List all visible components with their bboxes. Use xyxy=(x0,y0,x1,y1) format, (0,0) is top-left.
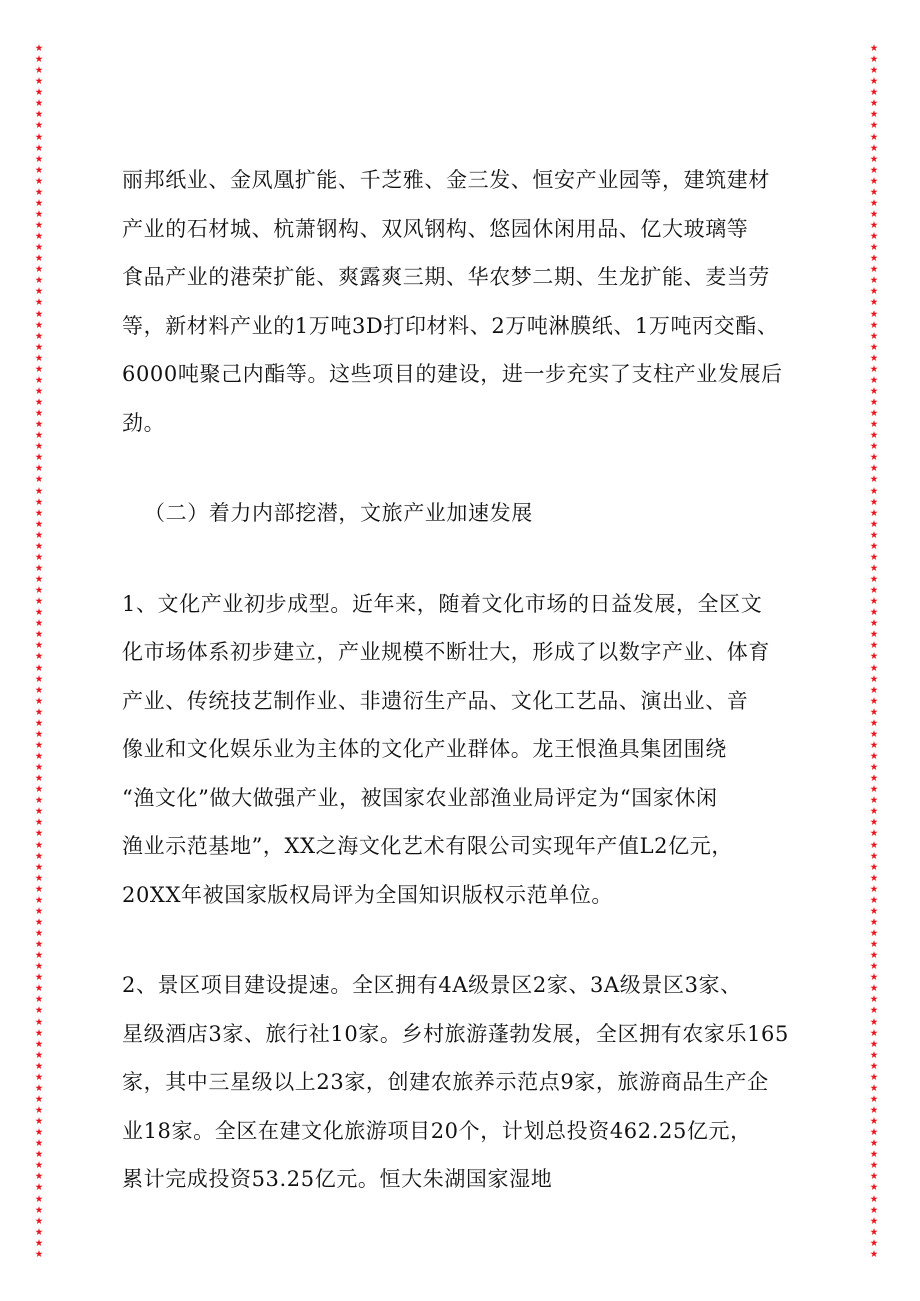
star-icon: ★ xyxy=(34,275,44,287)
star-icon: ★ xyxy=(869,717,879,729)
star-icon: ★ xyxy=(869,739,879,751)
star-icon: ★ xyxy=(34,242,44,254)
star-icon: ★ xyxy=(34,452,44,464)
star-icon: ★ xyxy=(34,363,44,375)
star-icon: ★ xyxy=(34,850,44,862)
star-icon: ★ xyxy=(869,1005,879,1017)
star-icon: ★ xyxy=(34,662,44,674)
star-icon: ★ xyxy=(869,87,879,99)
star-icon: ★ xyxy=(34,883,44,895)
star-icon: ★ xyxy=(34,1226,44,1238)
star-icon: ★ xyxy=(869,518,879,530)
star-icon: ★ xyxy=(34,939,44,951)
star-icon: ★ xyxy=(34,551,44,563)
star-icon: ★ xyxy=(34,264,44,276)
star-icon: ★ xyxy=(869,1105,879,1116)
star-icon: ★ xyxy=(34,44,44,54)
star-icon: ★ xyxy=(869,441,879,453)
star-icon: ★ xyxy=(869,850,879,862)
star-icon: ★ xyxy=(34,1182,44,1194)
star-icon: ★ xyxy=(34,297,44,309)
star-icon: ★ xyxy=(869,197,879,209)
star-icon: ★ xyxy=(34,540,44,552)
star-icon: ★ xyxy=(34,806,44,818)
star-icon: ★ xyxy=(869,208,879,220)
star-icon: ★ xyxy=(869,463,879,475)
star-icon: ★ xyxy=(869,297,879,309)
star-icon: ★ xyxy=(869,1016,879,1028)
star-icon: ★ xyxy=(869,784,879,796)
star-icon: ★ xyxy=(34,231,44,243)
star-icon: ★ xyxy=(869,883,879,895)
star-icon: ★ xyxy=(869,939,879,951)
star-icon: ★ xyxy=(869,585,879,597)
star-icon: ★ xyxy=(869,408,879,420)
star-icon: ★ xyxy=(34,629,44,641)
star-icon: ★ xyxy=(34,1149,44,1161)
star-icon: ★ xyxy=(34,1193,44,1205)
star-icon: ★ xyxy=(869,220,879,231)
star-icon: ★ xyxy=(869,795,879,807)
star-icon: ★ xyxy=(34,1127,44,1139)
star-icon: ★ xyxy=(869,706,879,718)
star-icon: ★ xyxy=(869,485,879,497)
star-icon: ★ xyxy=(869,1093,879,1105)
star-icon: ★ xyxy=(34,131,44,143)
star-icon: ★ xyxy=(869,44,879,54)
star-icon: ★ xyxy=(34,408,44,420)
star-icon: ★ xyxy=(34,640,44,652)
star-icon: ★ xyxy=(34,728,44,740)
star-icon: ★ xyxy=(869,1215,879,1227)
star-icon: ★ xyxy=(34,1049,44,1061)
star-icon: ★ xyxy=(34,1171,44,1183)
star-icon: ★ xyxy=(34,751,44,762)
star-icon: ★ xyxy=(34,607,44,619)
paragraph-industry-projects: 丽邦纸业、金凤凰扩能、千芝雅、金三发、恒安产业园等，建筑建材 产业的石材城、杭萧钢构、双风钢构、悠园休闲用品、亿大玻璃等 食品产业的港荣扩能、爽露爽三期、华农梦二期、生龙扩能、麦当劳 等，新材料产业的1万吨3D打印材料、2万吨淋膜纸、1万吨丙交酯、 6000吨聚己内酯等。这些项目的建设，进一步充实了支柱产业发展后 劲。 xyxy=(122,168,783,435)
star-icon: ★ xyxy=(34,773,44,785)
star-icon: ★ xyxy=(34,87,44,99)
star-icon: ★ xyxy=(34,928,44,939)
star-icon: ★ xyxy=(34,374,44,386)
star-icon: ★ xyxy=(34,717,44,729)
star-icon: ★ xyxy=(34,1071,44,1083)
star-icon: ★ xyxy=(34,618,44,630)
star-icon: ★ xyxy=(869,419,879,431)
star-icon: ★ xyxy=(34,253,44,265)
star-icon: ★ xyxy=(34,352,44,364)
star-icon: ★ xyxy=(869,1071,879,1083)
star-icon: ★ xyxy=(34,1215,44,1227)
document-body xyxy=(122,156,822,1204)
star-icon: ★ xyxy=(869,806,879,818)
star-icon: ★ xyxy=(869,507,879,519)
star-icon: ★ xyxy=(34,684,44,696)
star-icon: ★ xyxy=(869,607,879,619)
star-icon: ★ xyxy=(869,684,879,696)
star-icon: ★ xyxy=(869,1038,879,1050)
star-icon: ★ xyxy=(34,706,44,718)
star-icon: ★ xyxy=(34,330,44,342)
star-icon: ★ xyxy=(34,175,44,187)
star-icon: ★ xyxy=(869,1049,879,1061)
paragraph-scenic-projects: 2、景区项目建设提速。全区拥有4A级景区2家、3A级景区3家、 星级酒店3家、旅行社10家。乡村旅游蓬勃发展，全区拥有农家乐165 家，其中三星级以上23家，创建农旅养示范点9家，旅游商品生产企 业18家。全区在建文化旅游项目20个，计划总投资462.25亿元， 累计完成投资53.25亿元。恒大朱湖国家湿地 xyxy=(122,973,789,1191)
star-icon: ★ xyxy=(34,828,44,840)
star-icon: ★ xyxy=(869,109,879,121)
star-icon: ★ xyxy=(869,618,879,630)
star-icon: ★ xyxy=(34,186,44,198)
star-icon: ★ xyxy=(34,1237,44,1249)
star-icon: ★ xyxy=(869,1127,879,1139)
star-icon: ★ xyxy=(869,762,879,774)
star-icon: ★ xyxy=(34,441,44,453)
star-icon: ★ xyxy=(34,496,44,508)
star-icon: ★ xyxy=(869,496,879,508)
star-icon: ★ xyxy=(869,385,879,397)
star-icon: ★ xyxy=(869,651,879,663)
star-icon: ★ xyxy=(869,474,879,486)
star-icon: ★ xyxy=(869,972,879,984)
section-heading-culture-tourism: （二）着力内部挖潜，文旅产业加速发展 xyxy=(144,501,533,525)
star-icon: ★ xyxy=(869,928,879,939)
star-icon: ★ xyxy=(869,65,879,77)
star-icon: ★ xyxy=(869,1160,879,1172)
star-icon: ★ xyxy=(34,397,44,408)
star-icon: ★ xyxy=(869,640,879,652)
star-icon: ★ xyxy=(34,1005,44,1017)
star-icon: ★ xyxy=(869,673,879,685)
star-icon: ★ xyxy=(34,839,44,851)
star-icon: ★ xyxy=(34,1160,44,1172)
star-icon: ★ xyxy=(34,983,44,995)
star-icon: ★ xyxy=(869,397,879,408)
star-icon: ★ xyxy=(34,905,44,917)
star-icon: ★ xyxy=(34,485,44,497)
star-icon: ★ xyxy=(869,1193,879,1205)
star-icon: ★ xyxy=(869,629,879,641)
star-icon: ★ xyxy=(34,950,44,962)
star-icon: ★ xyxy=(34,894,44,906)
star-icon: ★ xyxy=(34,507,44,519)
star-icon: ★ xyxy=(34,529,44,541)
star-icon: ★ xyxy=(34,385,44,397)
star-icon: ★ xyxy=(869,153,879,165)
star-icon: ★ xyxy=(34,972,44,984)
star-icon: ★ xyxy=(34,872,44,884)
star-icon: ★ xyxy=(869,131,879,143)
star-icon: ★ xyxy=(34,65,44,77)
star-icon: ★ xyxy=(869,1182,879,1194)
star-icon: ★ xyxy=(34,98,44,110)
star-icon: ★ xyxy=(34,1138,44,1150)
star-icon: ★ xyxy=(34,1082,44,1094)
star-icon: ★ xyxy=(869,1060,879,1072)
star-icon: ★ xyxy=(869,773,879,785)
star-icon: ★ xyxy=(869,186,879,198)
star-icon: ★ xyxy=(869,330,879,342)
star-icon: ★ xyxy=(34,1248,44,1260)
star-icon: ★ xyxy=(34,1016,44,1028)
star-icon: ★ xyxy=(34,861,44,873)
star-icon: ★ xyxy=(869,562,879,574)
left-star-border xyxy=(33,44,45,1260)
star-icon: ★ xyxy=(869,98,879,110)
star-icon: ★ xyxy=(34,762,44,774)
star-icon: ★ xyxy=(869,872,879,884)
star-icon: ★ xyxy=(34,286,44,298)
paragraph-cultural-industry: 1、文化产业初步成型。近年来，随着文化市场的日益发展，全区文 化市场体系初步建立，产业规模不断壮大，形成了以数字产业、体育 产业、传统技艺制作业、非遗衍生产品、文化工艺品、演出业、音 像业和文化娱乐业为主体的文化产业群体。龙王恨渔具集团围绕 “渔文化”做大做强产业，被国家农业部渔业局评定为“国家休闲 渔业示范基地”，XX之海文化艺术有限公司实现年产值L2亿元， 20XX年被国家版权局评为全国知识版权示范单位。 xyxy=(122,591,770,907)
star-icon: ★ xyxy=(869,1116,879,1128)
star-icon: ★ xyxy=(869,839,879,851)
star-icon: ★ xyxy=(34,916,44,928)
star-icon: ★ xyxy=(34,673,44,685)
star-icon: ★ xyxy=(869,1226,879,1238)
star-icon: ★ xyxy=(34,220,44,231)
right-star-border xyxy=(868,44,880,1260)
star-icon: ★ xyxy=(869,828,879,840)
star-icon: ★ xyxy=(34,463,44,475)
star-icon: ★ xyxy=(869,861,879,873)
star-icon: ★ xyxy=(869,961,879,973)
star-icon: ★ xyxy=(869,916,879,928)
star-icon: ★ xyxy=(869,319,879,331)
star-icon: ★ xyxy=(34,1060,44,1072)
star-icon: ★ xyxy=(869,275,879,287)
star-icon: ★ xyxy=(869,983,879,995)
star-icon: ★ xyxy=(34,596,44,608)
star-icon: ★ xyxy=(34,54,44,66)
star-icon: ★ xyxy=(869,231,879,243)
star-icon: ★ xyxy=(869,529,879,541)
star-icon: ★ xyxy=(869,1138,879,1150)
star-icon: ★ xyxy=(869,1027,879,1039)
star-icon: ★ xyxy=(869,950,879,962)
star-icon: ★ xyxy=(34,76,44,88)
star-icon: ★ xyxy=(869,1204,879,1216)
star-icon: ★ xyxy=(869,695,879,707)
star-icon: ★ xyxy=(34,518,44,530)
star-icon: ★ xyxy=(34,153,44,165)
star-icon: ★ xyxy=(34,585,44,597)
star-icon: ★ xyxy=(869,894,879,906)
star-icon: ★ xyxy=(869,1149,879,1161)
star-icon: ★ xyxy=(869,751,879,762)
star-icon: ★ xyxy=(869,253,879,265)
star-icon: ★ xyxy=(34,419,44,431)
star-icon: ★ xyxy=(869,1171,879,1183)
star-icon: ★ xyxy=(869,728,879,740)
star-icon: ★ xyxy=(869,1237,879,1249)
star-icon: ★ xyxy=(869,286,879,298)
star-icon: ★ xyxy=(34,474,44,486)
star-icon: ★ xyxy=(34,120,44,132)
star-icon: ★ xyxy=(34,562,44,574)
star-icon: ★ xyxy=(869,1248,879,1260)
star-icon: ★ xyxy=(34,695,44,707)
star-icon: ★ xyxy=(869,341,879,353)
star-icon: ★ xyxy=(34,1027,44,1039)
star-icon: ★ xyxy=(869,308,879,320)
star-icon: ★ xyxy=(34,1204,44,1216)
star-icon: ★ xyxy=(34,142,44,154)
star-icon: ★ xyxy=(869,164,879,176)
star-icon: ★ xyxy=(869,540,879,552)
star-icon: ★ xyxy=(34,739,44,751)
star-icon: ★ xyxy=(34,651,44,663)
star-icon: ★ xyxy=(34,1038,44,1050)
star-icon: ★ xyxy=(869,1082,879,1094)
star-icon: ★ xyxy=(34,430,44,442)
star-icon: ★ xyxy=(869,596,879,608)
star-icon: ★ xyxy=(869,905,879,917)
star-icon: ★ xyxy=(869,430,879,442)
star-icon: ★ xyxy=(34,1093,44,1105)
star-icon: ★ xyxy=(869,352,879,364)
star-icon: ★ xyxy=(34,164,44,176)
star-icon: ★ xyxy=(34,319,44,331)
star-icon: ★ xyxy=(869,574,879,585)
star-icon: ★ xyxy=(34,994,44,1006)
star-icon: ★ xyxy=(869,817,879,829)
star-icon: ★ xyxy=(34,817,44,829)
star-icon: ★ xyxy=(869,242,879,254)
star-icon: ★ xyxy=(869,551,879,563)
star-icon: ★ xyxy=(869,142,879,154)
star-icon: ★ xyxy=(34,308,44,320)
star-icon: ★ xyxy=(34,1116,44,1128)
star-icon: ★ xyxy=(34,109,44,121)
star-icon: ★ xyxy=(869,994,879,1006)
star-icon: ★ xyxy=(869,120,879,132)
star-icon: ★ xyxy=(869,374,879,386)
star-icon: ★ xyxy=(34,341,44,353)
star-icon: ★ xyxy=(869,76,879,88)
star-icon: ★ xyxy=(869,264,879,276)
star-icon: ★ xyxy=(34,208,44,220)
star-icon: ★ xyxy=(34,574,44,585)
star-icon: ★ xyxy=(869,363,879,375)
star-icon: ★ xyxy=(34,795,44,807)
star-icon: ★ xyxy=(869,54,879,66)
star-icon: ★ xyxy=(34,197,44,209)
star-icon: ★ xyxy=(34,784,44,796)
star-icon: ★ xyxy=(869,175,879,187)
star-icon: ★ xyxy=(869,662,879,674)
star-icon: ★ xyxy=(34,961,44,973)
star-icon: ★ xyxy=(869,452,879,464)
star-icon: ★ xyxy=(34,1105,44,1116)
